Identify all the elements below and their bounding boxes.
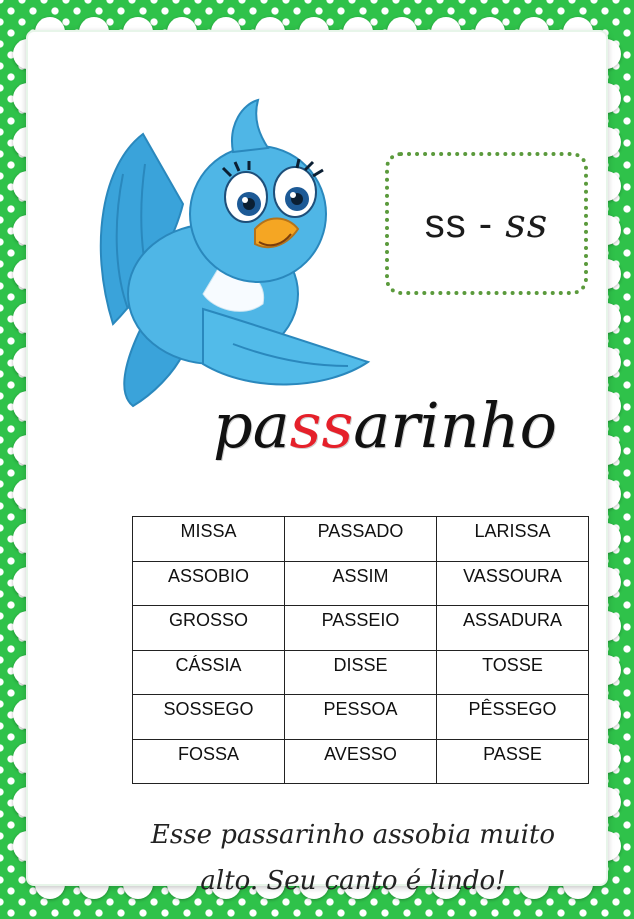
table-cell: GROSSO [133,606,285,651]
digraph-cursive: ss [505,200,549,247]
table-cell: ASSOBIO [133,561,285,606]
table-cell: ASSADURA [437,606,589,651]
table-cell: PASSADO [285,517,437,562]
digraph-label [425,201,549,247]
table-row [133,650,589,695]
table-row [133,561,589,606]
table-row [133,606,589,651]
title-word-highlight: ss [289,389,354,462]
title-word-start: pa [213,389,290,462]
example-sentence [118,812,588,904]
table-cell: DISSE [285,650,437,695]
table-cell: AVESSO [285,739,437,784]
worksheet-card [28,32,606,896]
table-cell: VASSOURA [437,561,589,606]
title-word [213,389,573,489]
table-cell: ASSIM [285,561,437,606]
digraph-separator: - [466,201,506,246]
word-table [132,516,589,784]
table-cell: PASSEIO [285,606,437,651]
table-cell: TOSSE [437,650,589,695]
table-cell: FOSSA [133,739,285,784]
table-cell: PASSE [437,739,589,784]
digraph-print: ss [424,201,467,246]
title-word-end: arinho [353,389,557,462]
table-cell: LARISSA [437,517,589,562]
table-cell: SOSSEGO [133,695,285,740]
table-row [133,517,589,562]
table-cell: MISSA [133,517,285,562]
bird-illustration [83,94,373,409]
table-row [133,739,589,784]
table-row [133,695,589,740]
table-cell: PESSOA [285,695,437,740]
digraph-box [385,152,588,295]
sentence-line-1: Esse passarinho assobia muito [150,820,556,850]
table-cell: CÁSSIA [133,650,285,695]
sentence-line-2: alto. Seu canto é lindo! [200,866,506,896]
table-cell: PÊSSEGO [437,695,589,740]
